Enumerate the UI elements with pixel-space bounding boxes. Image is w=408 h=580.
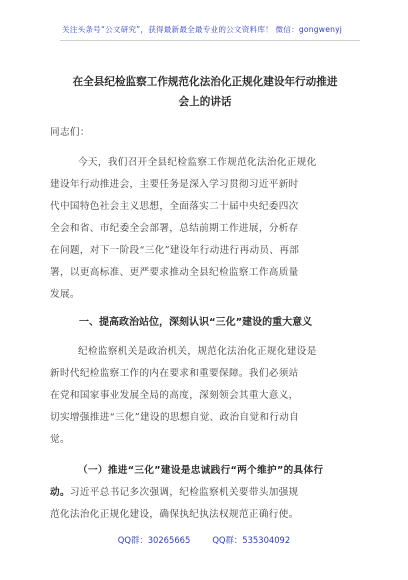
paragraph-2-line: 切实增强推进“三化”建设的思想自觉、政治自觉和行动自 [50,412,300,423]
footer-contact [0,534,408,546]
paragraph-2-line: 在党和国家事业发展全局的高度，深刻领会其重大意义， [50,390,299,401]
subheading-1-line: （一）推进“三化”建设是忠诚践行“两个维护”的具体行 [78,465,324,476]
footer-qq-group-1: QQ群：30265665 [117,535,191,545]
paragraph-2-line: 觉。 [50,434,70,445]
subheading-1-tail: 动。 [50,487,70,498]
paragraph-2-line: 纪检监察机关是政治机关，规范化法治化正规化建设是 [78,346,317,357]
paragraph-1-line: 署，以更高标准、更严要求推动全县纪检监察工作高质量 [50,267,299,278]
salutation: 同志们： [50,127,90,138]
paragraph-3-text: 习近平总书记多次强调，纪检监察机关要带头加强规 [69,487,299,498]
paragraph-2-line: 新时代纪检监察工作的内在要求和重要保障。我们必须站 [50,368,299,379]
paragraph-1-line: 发展。 [50,289,80,300]
header-divider [60,40,360,41]
document-title-line-2: 会上的讲话 [178,96,232,108]
paragraph-3-line [50,484,299,498]
document-title-line-1: 在全县纪检监察工作规范化法治化正规化建设年行动推进 [72,76,338,88]
footer-qq-group-2: QQ群：535304092 [212,535,291,545]
paragraph-1-line: 今天，我们召开全县纪检监察工作规范化法治化正规化 [78,157,317,168]
paragraph-1-line: 在问题，对下一阶段“三化”建设年行动进行再动员、再部 [50,245,300,256]
paragraph-3-line: 范化法治化正规化建设，确保执纪执法权规范正确行使。 [50,509,299,520]
section-heading-1: 一、提高政治站位，深刻认识“三化”建设的重大意义 [79,317,313,328]
paragraph-1-line: 建设年行动推进会，主要任务是深入学习贯彻习近平新时 [50,179,299,190]
header-promo-text: 关注头条号“公文研究”，获得最新最全最专业的公文资料库！ 微信：gongwenyj [62,25,343,34]
paragraph-1-line: 全会和省、市纪委全会部署，总结前期工作进展，分析存 [50,223,299,234]
paragraph-1-line: 代中国特色社会主义思想，全面落实二十届中央纪委四次 [50,201,299,212]
